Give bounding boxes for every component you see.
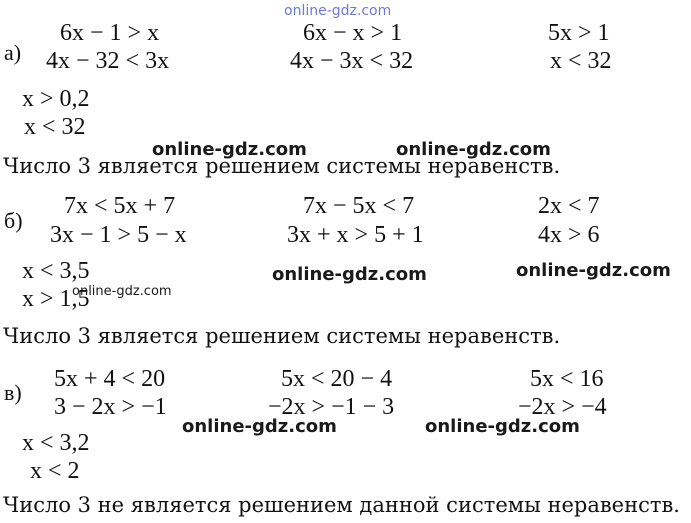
watermark: online-gdz.com: [272, 264, 427, 285]
part-b-conclusion: Число 3 является решением системы неравенств.: [3, 324, 561, 348]
part-c-eq-1-1: 5x + 4 < 20: [54, 366, 166, 392]
part-a-eq-1-3: 5x > 1: [548, 20, 610, 46]
watermark: online-gdz.com: [152, 139, 307, 160]
part-b-eq-2-1: 3x − 1 > 5 − x: [50, 222, 187, 248]
part-c-eq-1-3: 5x < 16: [530, 366, 604, 392]
watermark-top: online-gdz.com: [284, 3, 392, 19]
part-b-result-1: x < 3,5: [22, 258, 90, 284]
part-a-conclusion: Число 3 является решением системы неравенств.: [3, 154, 561, 178]
part-c-eq-2-2: −2x > −1 − 3: [268, 394, 395, 420]
part-c-result-1: x < 3,2: [22, 430, 90, 456]
watermark: online-gdz.com: [425, 416, 580, 437]
part-c-conclusion: Число 3 не является решением данной системы неравенств.: [3, 493, 680, 517]
part-b-label: б): [4, 208, 23, 233]
part-c-eq-2-3: −2x > −4: [518, 394, 607, 420]
part-b-result-2: x > 1,5: [22, 286, 90, 312]
part-b-eq-1-1: 7x < 5x + 7: [64, 193, 176, 219]
part-c-label: в): [4, 380, 22, 405]
part-b-eq-1-2: 7x − 5x < 7: [303, 193, 415, 219]
part-b-eq-1-3: 2x < 7: [538, 193, 600, 219]
part-b-eq-2-2: 3x + x > 5 + 1: [287, 222, 424, 248]
part-a-result-2: x < 32: [24, 114, 86, 140]
part-a-eq-1-1: 6x − 1 > x: [60, 20, 160, 46]
part-a-result-1: x > 0,2: [22, 86, 90, 112]
part-a-eq-2-2: 4x − 3x < 32: [290, 48, 414, 74]
part-a-eq-1-2: 6x − x > 1: [303, 20, 403, 46]
part-c-result-2: x < 2: [30, 458, 80, 484]
watermark: online-gdz.com: [182, 416, 337, 437]
part-a-eq-2-1: 4x − 32 < 3x: [46, 48, 170, 74]
part-b-eq-2-3: 4x > 6: [538, 222, 600, 248]
watermark: online-gdz.com: [516, 260, 671, 281]
watermark-small: online-gdz.com: [72, 284, 172, 299]
part-a-label: а): [4, 40, 22, 65]
part-a-eq-2-3: x < 32: [550, 48, 612, 74]
part-c-eq-2-1: 3 − 2x > −1: [54, 394, 167, 420]
watermark: online-gdz.com: [396, 139, 551, 160]
part-c-eq-1-2: 5x < 20 − 4: [281, 366, 393, 392]
